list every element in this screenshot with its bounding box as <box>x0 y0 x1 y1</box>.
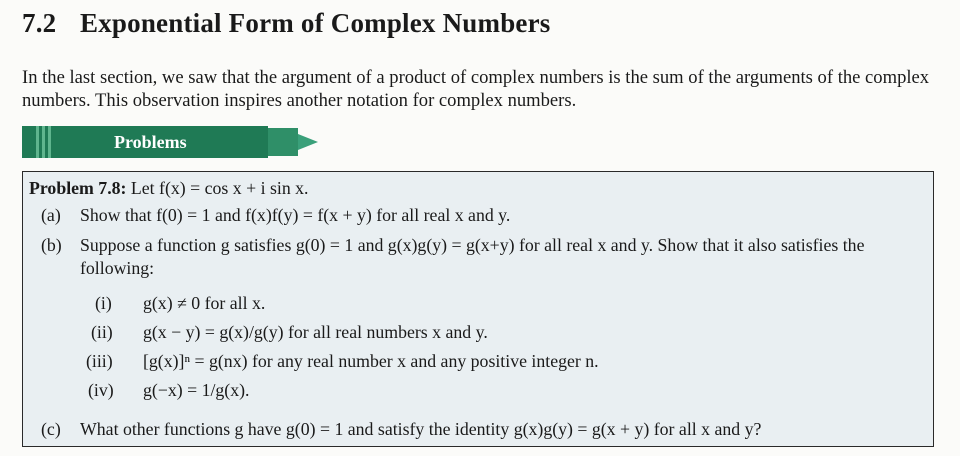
part-b-label: (b) <box>41 235 62 255</box>
banner-stripe-2 <box>42 126 45 158</box>
subpart-iv-text: g(−x) = 1/g(x). <box>143 380 250 400</box>
banner-label: Problems <box>114 132 187 152</box>
banner-stripe-3 <box>48 126 51 158</box>
subpart-i-text: g(x) ≠ 0 for all x. <box>143 293 266 313</box>
subpart-iii-label: (iii) <box>86 351 113 371</box>
part-a-label: (a) <box>41 205 61 225</box>
subpart-ii-label: (ii) <box>91 322 113 342</box>
problems-banner <box>22 126 318 158</box>
section-title: Exponential Form of Complex Numbers <box>80 8 551 38</box>
problem-heading: Problem 7.8: <box>29 178 127 198</box>
subpart-i-label: (i) <box>95 293 112 313</box>
part-c-label: (c) <box>41 419 61 439</box>
subpart-ii-text: g(x − y) = g(x)/g(y) for all real numbers x and y. <box>143 322 488 342</box>
section-heading <box>22 8 550 39</box>
part-b-text: Suppose a function g satisfies g(0) = 1 and g(x)g(y) = g(x+y) for all real x and y. Show that it also satisfies the following: <box>80 235 865 278</box>
problem-heading-line <box>29 178 309 199</box>
part-c-text: What other functions g have g(0) = 1 and satisfy the identity g(x)g(y) = g(x + y) for all x and y? <box>80 419 762 439</box>
banner-arrow-icon <box>298 134 318 150</box>
section-number: 7.2 <box>22 8 57 38</box>
banner-tail <box>268 128 298 156</box>
part-a-text: Show that f(0) = 1 and f(x)f(y) = f(x + y) for all real x and y. <box>80 205 511 225</box>
problem-box <box>22 171 934 447</box>
subpart-iii-text: [g(x)]ⁿ = g(nx) for any real number x and any positive integer n. <box>143 351 599 371</box>
subpart-iv-label: (iv) <box>88 380 114 400</box>
intro-paragraph: In the last section, we saw that the argument of a product of complex numbers is the sum of the arguments of the complex numbers. This observation inspires another notation for complex numbers. <box>22 67 930 111</box>
banner-stripe-1 <box>36 126 39 158</box>
problem-statement: Let f(x) = cos x + i sin x. <box>130 178 309 198</box>
